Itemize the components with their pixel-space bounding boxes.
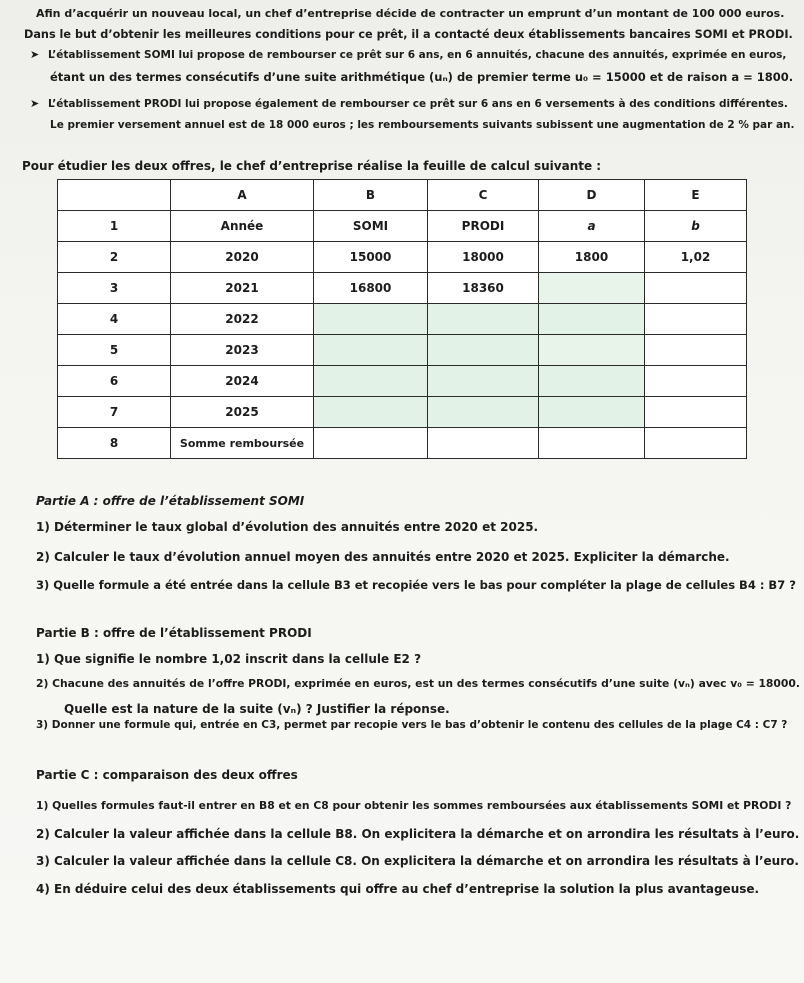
cell-e3 (645, 273, 747, 304)
cell-d4 (539, 304, 645, 335)
sheet-row-5 (58, 335, 747, 366)
column-header-b: B (314, 180, 428, 211)
cell-a5: 2023 (171, 335, 314, 366)
sheet-corner-cell (58, 180, 171, 211)
cell-b1: SOMI (314, 211, 428, 242)
column-header-a: A (171, 180, 314, 211)
part-c-question-4: 4) En déduire celui des deux établissements qui offre au chef d’entreprise la solution la plus avantageuse. (36, 882, 760, 896)
row-number: 7 (58, 397, 171, 428)
row-number: 1 (58, 211, 171, 242)
cell-d5 (539, 335, 645, 366)
cell-b6 (314, 366, 428, 397)
cell-c1: PRODI (428, 211, 539, 242)
cell-a7: 2025 (171, 397, 314, 428)
cell-b3: 16800 (314, 273, 428, 304)
cell-b2: 15000 (314, 242, 428, 273)
cell-c4 (428, 304, 539, 335)
row-number: 2 (58, 242, 171, 273)
column-header-d: D (539, 180, 645, 211)
cell-d1: a (539, 211, 645, 242)
cell-c5 (428, 335, 539, 366)
sheet-row-8 (58, 428, 747, 459)
cell-b7 (314, 397, 428, 428)
part-b-title: Partie B : offre de l’établissement PRODI (36, 626, 312, 640)
cell-c2: 18000 (428, 242, 539, 273)
row-number: 4 (58, 304, 171, 335)
cell-a3: 2021 (171, 273, 314, 304)
cell-e7 (645, 397, 747, 428)
cell-c3: 18360 (428, 273, 539, 304)
cell-e5 (645, 335, 747, 366)
cell-c7 (428, 397, 539, 428)
bullet-somi (30, 47, 786, 63)
sheet-row-2 (58, 242, 747, 273)
part-a-question-2: 2) Calculer le taux d’évolution annuel moyen des annuités entre 2020 et 2025. Expliciter la démarche. (36, 550, 730, 564)
part-b-question-2-line-2: Quelle est la nature de la suite (vₙ) ? Justifier la réponse. (64, 702, 450, 716)
sheet-row-3 (58, 273, 747, 304)
part-b-question-1: 1) Que signifie le nombre 1,02 inscrit dans la cellule E2 ? (36, 652, 422, 666)
sheet-intro: Pour étudier les deux offres, le chef d’entreprise réalise la feuille de calcul suivante : (22, 159, 602, 173)
cell-c8 (428, 428, 539, 459)
sheet-row-6 (58, 366, 747, 397)
part-c-question-2: 2) Calculer la valeur affichée dans la cellule B8. On explicitera la démarche et on arrondira les résultats à l’euro. (36, 827, 800, 841)
part-c-question-3: 3) Calculer la valeur affichée dans la cellule C8. On explicitera la démarche et on arrondira les résultats à l’euro. (36, 854, 799, 868)
part-a-question-1: 1) Déterminer le taux global d’évolution des annuités entre 2020 et 2025. (36, 520, 539, 534)
cell-a1: Année (171, 211, 314, 242)
bullet-prodi (30, 96, 788, 112)
part-c-question-1: 1) Quelles formules faut-il entrer en B8 et en C8 pour obtenir les sommes remboursées aux établissements SOMI et PRODI ? (36, 799, 792, 812)
part-a-question-3: 3) Quelle formule a été entrée dans la cellule B3 et recopiée vers le bas pour compléter la plage de cellules B4 : B7 ? (36, 578, 796, 592)
part-b-question-2: 2) Chacune des annuités de l’offre PRODI, exprimée en euros, est un des termes consécutifs d’une suite (vₙ) avec v₀ = 18000. (36, 677, 800, 690)
row-number: 5 (58, 335, 171, 366)
bullet-somi-text: L’établissement SOMI lui propose de rembourser ce prêt sur 6 ans, en 6 annuités, chacune des annuités, exprimée en euros, (48, 49, 787, 61)
cell-e6 (645, 366, 747, 397)
part-a-title: Partie A : offre de l’établissement SOMI (36, 494, 305, 508)
row-number: 8 (58, 428, 171, 459)
cell-d3 (539, 273, 645, 304)
cell-d6 (539, 366, 645, 397)
column-header-c: C (428, 180, 539, 211)
cell-b8 (314, 428, 428, 459)
sheet-header-row (58, 180, 747, 211)
sheet-row-4 (58, 304, 747, 335)
row-number: 3 (58, 273, 171, 304)
cell-d8 (539, 428, 645, 459)
intro-line-1: Afin d’acquérir un nouveau local, un chef d’entreprise décide de contracter un emprunt d’un montant de 100 000 euros. (36, 7, 785, 20)
cell-b4 (314, 304, 428, 335)
cell-a6: 2024 (171, 366, 314, 397)
spreadsheet-table (57, 179, 747, 459)
row-number: 6 (58, 366, 171, 397)
cell-d2: 1800 (539, 242, 645, 273)
column-header-e: E (645, 180, 747, 211)
cell-b5 (314, 335, 428, 366)
cell-e8 (645, 428, 747, 459)
bullet-prodi-line-2: Le premier versement annuel est de 18 000 euros ; les remboursements suivants subissent une augmentation de 2 % par an. (50, 119, 795, 131)
arrowhead-bullet-icon: ➤ (30, 97, 40, 110)
cell-e1: b (645, 211, 747, 242)
bullet-prodi-text: L’établissement PRODI lui propose également de rembourser ce prêt sur 6 ans en 6 versements à des conditions différentes. (48, 98, 788, 110)
cell-a4: 2022 (171, 304, 314, 335)
part-c-title: Partie C : comparaison des deux offres (36, 768, 298, 782)
intro-line-2: Dans le but d’obtenir les meilleures conditions pour ce prêt, il a contacté deux établissements bancaires SOMI et PRODI. (24, 28, 793, 41)
cell-e2: 1,02 (645, 242, 747, 273)
cell-e4 (645, 304, 747, 335)
bullet-somi-line-2: étant un des termes consécutifs d’une suite arithmétique (uₙ) de premier terme u₀ = 15000 et de raison a = 1800. (50, 70, 794, 84)
cell-a2: 2020 (171, 242, 314, 273)
sheet-row-7 (58, 397, 747, 428)
arrowhead-bullet-icon: ➤ (30, 48, 40, 61)
sheet-row-1 (58, 211, 747, 242)
cell-c6 (428, 366, 539, 397)
cell-a8: Somme remboursée (171, 428, 314, 459)
cell-d7 (539, 397, 645, 428)
part-b-question-3: 3) Donner une formule qui, entrée en C3, permet par recopie vers le bas d’obtenir le contenu des cellules de la plage C4 : C7 ? (36, 719, 788, 731)
